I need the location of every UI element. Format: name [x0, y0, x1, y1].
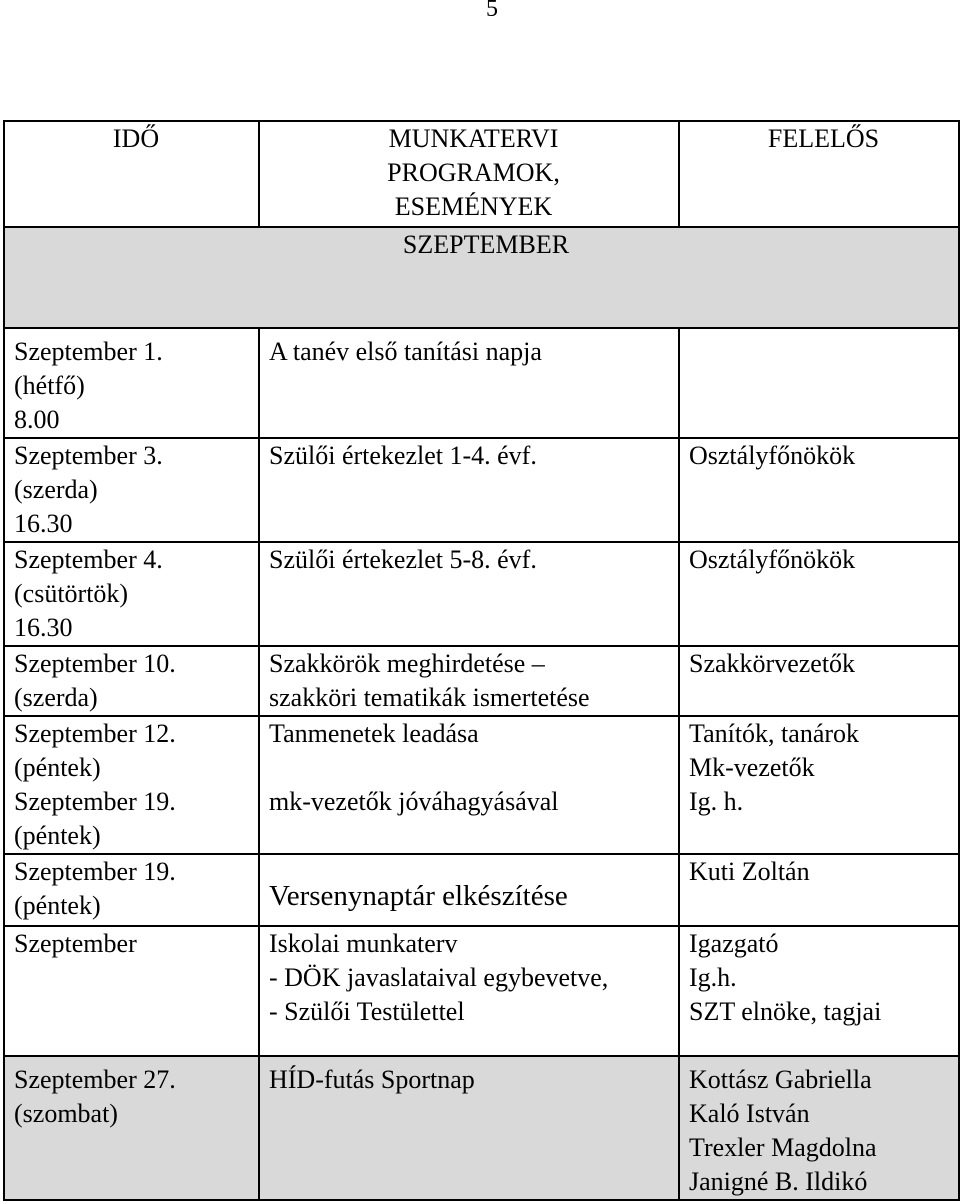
responsible-cell: Tanítók, tanárok Mk-vezetők Ig. h.	[679, 716, 959, 854]
table-row	[4, 542, 959, 646]
time-cell: Szeptember	[4, 926, 259, 1056]
responsible-cell: Kuti Zoltán	[679, 854, 959, 926]
program-cell: A tanév első tanítási napja	[259, 328, 679, 438]
program-cell: Iskolai munkaterv - DÖK javaslataival egybevetve, - Szülői Testülettel	[259, 926, 679, 1056]
responsible-cell	[679, 328, 959, 438]
program-cell: HÍD-futás Sportnap	[259, 1056, 679, 1200]
responsible-cell: Igazgató Ig.h. SZT elnöke, tagjai	[679, 926, 959, 1056]
table-row	[4, 926, 959, 1056]
month-row	[4, 227, 959, 328]
responsible-cell: Osztályfőnökök	[679, 438, 959, 542]
table-row	[4, 328, 959, 438]
header-time: IDŐ	[4, 121, 259, 227]
time-cell: Szeptember 10. (szerda)	[4, 646, 259, 716]
table-row	[4, 438, 959, 542]
header-responsible: FELELŐS	[679, 121, 959, 227]
table-row	[4, 646, 959, 716]
table-row	[4, 716, 959, 854]
time-cell: Szeptember 12. (péntek) Szeptember 19. (péntek)	[4, 716, 259, 854]
month-label: SZEPTEMBER	[4, 227, 959, 328]
responsible-cell: Osztályfőnökök	[679, 542, 959, 646]
time-cell: Szeptember 27. (szombat)	[4, 1056, 259, 1200]
time-cell: Szeptember 3. (szerda) 16.30	[4, 438, 259, 542]
header-programs: MUNKATERVI PROGRAMOK, ESEMÉNYEK	[259, 121, 679, 227]
header-row	[4, 121, 959, 227]
time-cell: Szeptember 19. (péntek)	[4, 854, 259, 926]
responsible-cell: Szakkörvezetők	[679, 646, 959, 716]
program-cell: Szakkörök meghirdetése – szakköri tematikák ismertetése	[259, 646, 679, 716]
table-row	[4, 854, 959, 926]
work-plan-table	[3, 120, 960, 1201]
page-number: 5	[486, 0, 498, 22]
responsible-cell: Kottász Gabriella Kaló István Trexler Magdolna Janigné B. Ildikó	[679, 1056, 959, 1200]
time-cell: Szeptember 4. (csütörtök) 16.30	[4, 542, 259, 646]
table-row	[4, 1056, 959, 1200]
program-cell: Versenynaptár elkészítése	[259, 854, 679, 926]
program-cell: Szülői értekezlet 1-4. évf.	[259, 438, 679, 542]
program-cell: Tanmenetek leadása mk-vezetők jóváhagyásával	[259, 716, 679, 854]
time-cell: Szeptember 1. (hétfő) 8.00	[4, 328, 259, 438]
program-cell: Szülői értekezlet 5-8. évf.	[259, 542, 679, 646]
